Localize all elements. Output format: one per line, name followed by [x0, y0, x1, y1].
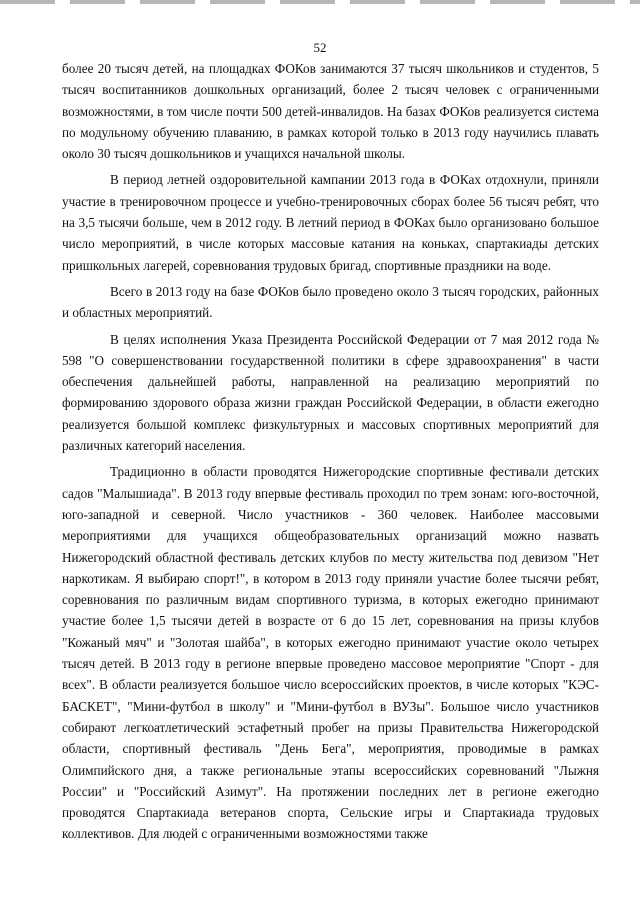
scan-edge-artifact — [0, 0, 640, 4]
paragraph: Всего в 2013 году на базе ФОКов было проведено около 3 тысяч городских, районных и областных мероприятий. — [62, 283, 599, 321]
page-number: 52 — [313, 40, 327, 55]
paragraph: В целях исполнения Указа Президента Российской Федерации от 7 мая 2012 года № 598 "О совершенствовании государственной политики в сфере здравоохранения" в части обеспечения дальнейшей работы, направленной на реализацию мероприятий по формированию здорового образа жизни граждан Российской Федерации, в области ежегодно реализуется большой комплекс физкультурных и массовых спортивных мероприятий для различных категорий населения. — [62, 331, 599, 454]
paragraph: более 20 тысяч детей, на площадках ФОКов занимаются 37 тысяч школьников и студентов, 5 тысяч воспитанников дошкольных организаций, более 2 тысяч человек с ограниченными возможностями, в том числе почти 500 детей-инвалидов. На базах ФОКов реализуется система по модульному обучению плаванию, в рамках которой только в 2013 году научились плавать около 30 тысяч дошкольников и учащихся начальной школы. — [62, 61, 599, 162]
paragraph: Традиционно в области проводятся Нижегородские спортивные фестивали детских садов "Малышиада". В 2013 году впервые фестиваль проходил по трем зонам: юго-восточной, юго-западной и северной. Число участников - 360 человек. Наиболее массовыми мероприятиями для учащихся общеобразовательных организаций можно назвать Нижегородский областной фестиваль детских клубов по месту жительства под девизом "Нет наркотикам. Я выбираю спорт!", в котором в 2013 году приняли участие более тысячи ребят, соревнования по различным видам спортивного туризма, в которых ежегодно принимают участие более 1,5 тысячи детей в возрасте от 6 до 15 лет, соревнования на призы клубов "Кожаный мяч" и "Золотая шайба", в которых ежегодно принимают участие около четырех тысяч детей. В 2013 году в регионе впервые проведено массовое мероприятие "Спорт - для всех". В области реализуется большое число всероссийских проектов, в числе которых "КЭС-БАСКЕТ", "Мини-футбол в школу" и "Мини-футбол в ВУЗы". Большое число участников собирают легкоатлетический эстафетный пробег на призы Правительства Нижегородской области, спортивный фестиваль "День Бега", мероприятия, проводимые в рамках Олимпийского дня, а также региональные этапы всероссийских соревнований "Лыжня России" и "Российский Азимут". На протяжении последних лет в регионе ежегодно проводятся Спартакиада ветеранов спорта, Сельские игры и Спартакиада трудовых коллективов. Для людей с ограниченными возможностями также — [62, 464, 599, 842]
body-text — [62, 58, 599, 845]
paragraph: В период летней оздоровительной кампании 2013 года в ФОКах отдохнули, приняли участие в тренировочном процессе и учебно-тренировочных сборах более 56 тысяч ребят, что на 3,5 тысячи больше, чем в 2012 году. В летний период в ФОКах было организовано большое число мероприятий, в числе которых массовые катания на коньках, спартакиады детских пришкольных лагерей, соревнования трудовых бригад, спортивные праздники на воде. — [62, 172, 599, 273]
